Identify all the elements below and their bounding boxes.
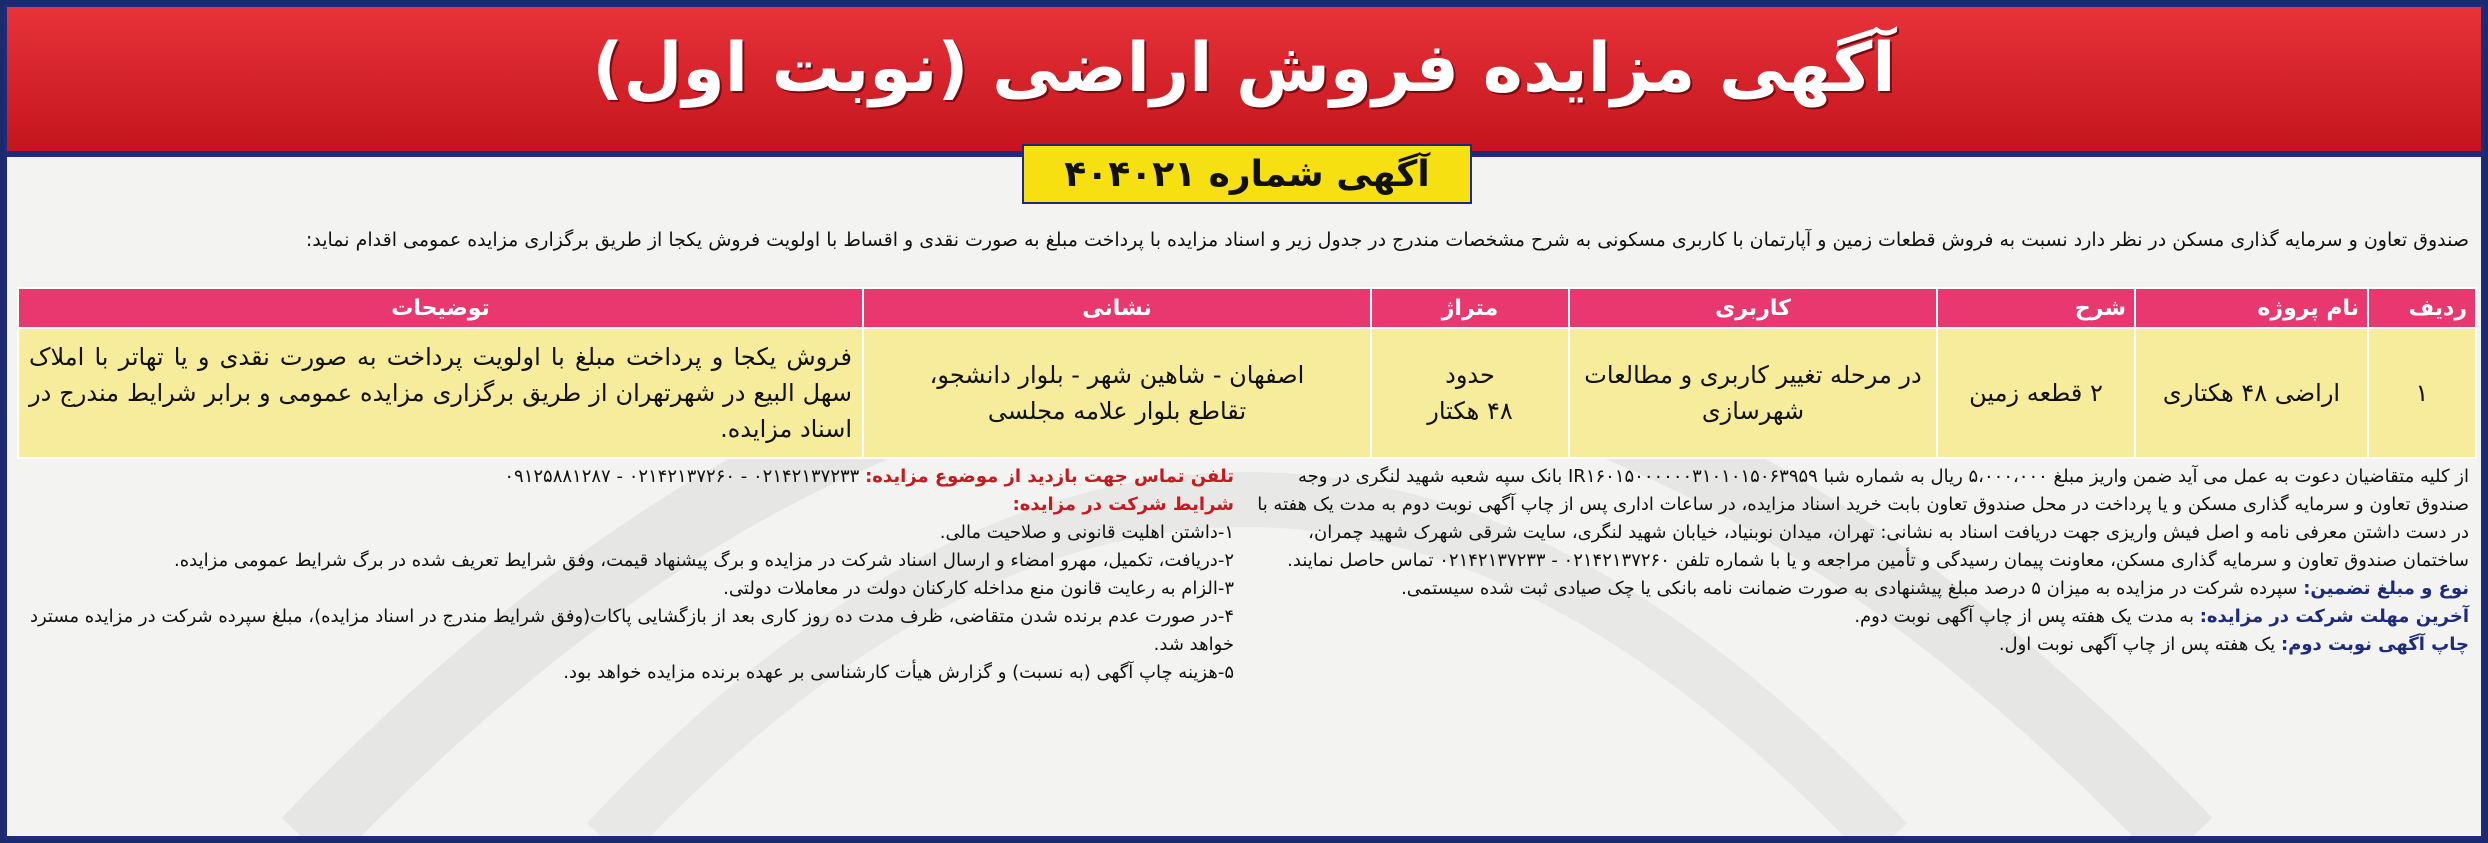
cell-description: ۲ قطعه زمین: [1937, 328, 2135, 458]
condition-4: ۴-در صورت عدم برنده شدن متقاضی، ظرف مدت ده روز کاری بعد از بازگشایی پاکات(وفق شرایط مندرج در اسناد مزایده)، مبلغ سپرده شرکت در مزایده مسترد خواهد شد.: [29, 606, 1234, 655]
deadline-line: [1249, 603, 2469, 631]
address-line-2: تقاطع بلوار علامه مجلسی: [987, 397, 1247, 425]
header-usage: کاربری: [1569, 288, 1937, 328]
header-description: شرح: [1937, 288, 2135, 328]
area-line-1: حدود: [1445, 361, 1495, 389]
notice-number-badge: آگهی شماره ۴۰۴۰۲۱: [1022, 144, 1472, 204]
header-project: نام پروژه: [2135, 288, 2368, 328]
page-title: آگهی مزایده فروش اراضی (نوبت اول): [592, 29, 1896, 108]
second-print-label: چاپ آگهی نوبت دوم:: [2280, 634, 2469, 655]
phone-label: تلفن تماس جهت بازدید از موضوع مزایده:: [865, 466, 1234, 487]
deadline-text: به مدت یک هفته پس از چاپ آگهی نوبت دوم.: [1854, 606, 2194, 627]
header-row-number: ردیف: [2368, 288, 2476, 328]
header-area: متراژ: [1371, 288, 1569, 328]
cell-notes: فروش یکجا و پرداخت مبلغ با اولویت پرداخت به صورت نقدی و یا تهاتر با املاک سهل البیع در شهرتهران از طریق برگزاری مزایده عمومی و برابر شرایط مندرج در اسناد مزایده.: [18, 328, 863, 458]
area-line-2: ۴۸ هکتار: [1427, 397, 1513, 425]
condition-2: ۲-دریافت، تکمیل، مهرو امضاء و ارسال اسناد شرکت در مزایده و برگ پیشنهاد قیمت، وفق شرایط تعریف شده در برگ شرایط عمومی مزایده.: [174, 550, 1234, 571]
cell-project: اراضی ۴۸ هکتاری: [2135, 328, 2368, 458]
cell-address: [863, 328, 1371, 458]
phone-line: [19, 463, 1234, 491]
table-row: [18, 328, 2476, 458]
conditions-label: شرایط شرکت در مزایده:: [1012, 494, 1234, 515]
second-print-text: یک هفته پس از چاپ آگهی نوبت اول.: [1998, 634, 2276, 655]
guarantee-line: [1249, 575, 2469, 603]
guarantee-label: نوع و مبلغ تضمین:: [2303, 578, 2469, 599]
condition-1: ۱-داشتن اهلیت قانونی و صلاحیت مالی.: [939, 522, 1234, 543]
header-notes: توضیحات: [18, 288, 863, 328]
cell-row-number: ۱: [2368, 328, 2476, 458]
cell-usage: در مرحله تغییر کاربری و مطالعات شهرسازی: [1569, 328, 1937, 458]
auction-table: [17, 287, 2477, 459]
conditions-info: [19, 463, 1234, 687]
header-address: نشانی: [863, 288, 1371, 328]
condition-5: ۵-هزینه چاپ آگهی (به نسبت) و گزارش هیأت کارشناسی بر عهده برنده مزایده خواهد بود.: [563, 662, 1234, 683]
condition-3: ۳-الزام به رعایت قانون منع مداخله کارکنان دولت در معاملات دولتی.: [723, 578, 1234, 599]
application-info: [1249, 463, 2469, 659]
phone-text: ۰۲۱۴۲۱۳۷۲۳۳ - ۰۲۱۴۲۱۳۷۲۶۰ - ۰۹۱۲۵۸۸۱۲۸۷: [504, 466, 860, 487]
intro-text: صندوق تعاون و سرمایه گذاری مسکن در نظر دارد نسبت به فروش قطعات زمین و آپارتمان با کاربری مسکونی به شرح مشخصات مندرج در جدول زیر و اسناد مزایده با پرداخت مبلغ به صورت نقدی و اقساط با اولویت فروش یکجا از طریق برگزاری مزایده عمومی اقدام نماید:: [305, 229, 2469, 251]
application-paragraph: از کلیه متقاضیان دعوت به عمل می آید ضمن واریز مبلغ ۵،۰۰۰،۰۰۰ ریال به شماره شبا IR۱۶۰۱۵۰۰۰۰۰۰۳۱۰۱۰۱۵۰۶۳۹۵۹ بانک سپه شعبه شهید لنگری در وجه صندوق تعاون و سرمایه گذاری مسکن و یا پرداخت در محل صندوق تعاون بابت خرید اسناد مزایده، در ساعات اداری پس از چاپ آگهی نوبت دوم به مدت یک هفته با در دست داشتن معرفی نامه و اصل فیش واریزی جهت دریافت اسناد به نشانی: تهران، میدان نوبنیاد، خیابان شهید لنگری، سایت شرقی شهرک شهید چمران، ساختمان صندوق تعاون و سرمایه گذاری مسکن، معاونت پیمان رسیدگی و تأمین مراجعه و یا با شماره تلفن ۰۲۱۴۲۱۳۷۲۶۰ - ۰۲۱۴۲۱۳۷۲۳۳ تماس حاصل نمایند.: [1257, 466, 2469, 571]
second-print-line: [1249, 631, 2469, 659]
notice-frame: [4, 4, 2484, 839]
cell-area: [1371, 328, 1569, 458]
address-line-1: اصفهان - شاهین شهر - بلوار دانشجو،: [929, 361, 1305, 389]
table-header-row: [18, 288, 2476, 328]
title-banner: [7, 7, 2481, 157]
deadline-label: آخرین مهلت شرکت در مزایده:: [2199, 606, 2469, 627]
guarantee-text: سپرده شرکت در مزایده به میزان ۵ درصد مبلغ پیشنهادی به صورت ضمانت نامه بانکی یا چک صیادی ثبت شده سیستمی.: [1401, 578, 2298, 599]
